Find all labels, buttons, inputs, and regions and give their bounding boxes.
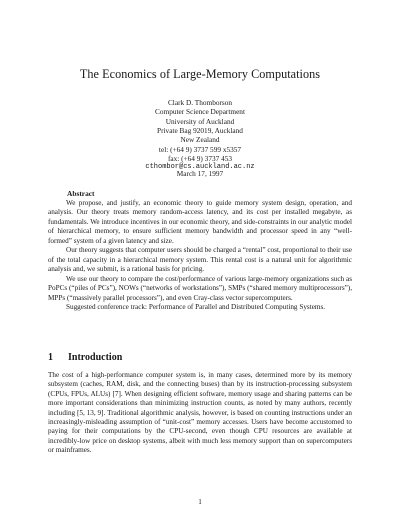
abstract-paragraph: We propose, and justify, an economic theory to guide memory system design, operation, and analysis. Our theory treats memory random-access latency, and its cost per installed megabyte, as fundamentals. We introduce incentives in our economic theory, and side-constraints in our analytic model of hierarchical memory, to ensure sufficient memory bandwidth and processor speed in any “well-formed” system of a given latency and size. <box>48 199 352 245</box>
author-university: University of Auckland <box>165 116 235 126</box>
section-heading <box>48 352 122 363</box>
abstract-paragraph: Suggested conference track: Performance of Parallel and Distributed Computing Systems. <box>66 302 326 311</box>
body-paragraph: The cost of a high-performance computer system is, in many cases, determined more by its memory subsystem (caches, RAM, disk, and the connecting buses) than by its instruction-processing subsystem (CPUs, FPUs, ALUs) [7]. When designing efficient software, memory usage and sharing patterns can be more important considerations than minimizing instruction counts, as noted by many authors, recently including [5, 13, 9]. Traditional algorithmic analysis, however, is based on counting instructions under an increasingly-misleading assumption of “unit-cost” memory accesses. Users have become accustomed to paying for their computations by the CPU-second, even though CPU resources are available at incredibly-low price on desktop systems, albeit with much less memory support than on supercomputers or mainframes. <box>48 371 352 455</box>
abstract-heading: Abstract <box>67 189 95 198</box>
abstract-paragraph: Our theory suggests that computer users should be charged a “rental” cost, proportional to their use of the total capacity in a hierarchical memory system. This rental cost is a natural unit for algorithmic analysis and, we submit, is a rational basis for pricing. <box>48 246 352 274</box>
author-block <box>0 98 400 173</box>
page-number: 1 <box>198 498 202 506</box>
author-name: Clark D. Thomborson <box>167 98 233 107</box>
abstract-paragraph: We use our theory to compare the cost/performance of various large-memory organizations such as PoPCs (“piles of PCs”), NOWs (“networks of workstations”), SMPs (“shared memory multiprocessors”), MPPs (“massively parallel processors”), and even Cray-class vector supercomputers. <box>48 274 352 302</box>
author-department: Computer Science Department <box>155 107 245 117</box>
author-country: New Zealand <box>180 135 220 145</box>
abstract <box>48 199 352 312</box>
author-fax: fax: (+64 9) 3737 453 <box>167 154 233 164</box>
paper-title: The Economics of Large-Memory Computations <box>79 67 321 81</box>
author-tel: tel: (+64 9) 3737 599 x5357 <box>158 144 242 154</box>
section-number: 1 <box>48 352 53 363</box>
section-title: Introduction <box>68 352 123 363</box>
author-email: cthombor@cs.auckland.ac.nz <box>145 163 255 172</box>
author-address: Private Bag 92019, Auckland <box>157 126 243 136</box>
paper-date: March 17, 1997 <box>176 169 224 178</box>
section-body <box>48 371 352 456</box>
